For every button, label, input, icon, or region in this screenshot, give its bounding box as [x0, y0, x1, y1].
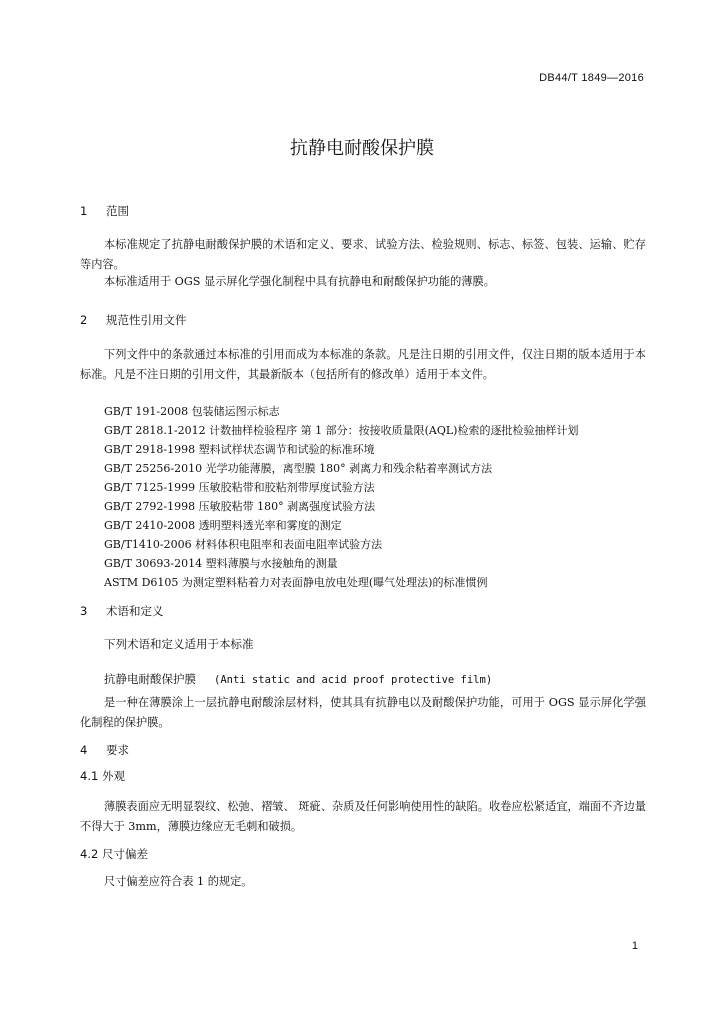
reference-item: GB/T 2792-1998 压敏胶粘带 180° 剥离强度试验方法	[104, 500, 376, 513]
section-number: 1	[80, 204, 88, 218]
reference-item: GB/T 2918-1998 塑料试样状态调节和试验的标准环境	[104, 443, 375, 456]
document-title: 抗静电耐酸保护膜	[290, 138, 434, 159]
term-english: (Anti static and acid proof protective film)	[214, 674, 493, 686]
document-id: DB44/T 1849—2016	[539, 72, 644, 84]
subsection-4-2-text: 尺寸偏差应符合表 1 的规定。	[104, 875, 253, 888]
reference-item: GB/T 2410-2008 透明塑料透光率和雾度的测定	[104, 519, 342, 532]
reference-item: ASTM D6105 为测定塑料粘着力对表面静电放电处理(曝气处理法)的标准惯例	[104, 576, 488, 589]
term-chinese: 抗静电耐酸保护膜	[104, 672, 196, 686]
section-title: 术语和定义	[106, 604, 164, 618]
section-3-intro: 下列术语和定义适用于本标准	[104, 637, 254, 651]
section-1-paragraph-1: 本标准规定了抗静电耐酸保护膜的术语和定义、要求、试验方法、检验规则、标志、标签、包装、运输、贮存等内容。	[80, 238, 646, 271]
section-2-intro: 下列文件中的条款通过本标准的引用而成为本标准的条款。凡是注日期的引用文件，仅注日期的版本适用于本标准。凡是不注日期的引用文件，其最新版本（包括所有的修改单）适用于本文件。	[80, 348, 646, 381]
term-definition: 是一种在薄膜涂上一层抗静电耐酸涂层材料，使其具有抗静电以及耐酸保护功能，可用于 OGS 显示屏化学强化制程的保护膜。	[80, 696, 646, 729]
section-2-heading	[80, 312, 187, 328]
reference-item: GB/T 25256-2010 光学功能薄膜，离型膜 180° 剥离力和残余粘着率测试方法	[104, 462, 493, 475]
section-1-paragraph-2: 本标准适用于 OGS 显示屏化学强化制程中具有抗静电和耐酸保护功能的薄膜。	[104, 275, 495, 288]
section-number: 3	[80, 604, 88, 618]
reference-item: GB/T 2818.1-2012 计数抽样检验程序 第 1 部分：按接收质量限(AQL)检索的逐批检验抽样计划	[104, 424, 579, 437]
subsection-4-2-heading: 4.2 尺寸偏差	[80, 847, 148, 861]
section-1-heading	[80, 203, 129, 219]
term-entry	[104, 668, 492, 687]
reference-item: GB/T 191-2008 包装储运图示标志	[104, 405, 280, 418]
section-title: 规范性引用文件	[106, 313, 187, 327]
section-number: 4	[80, 743, 88, 757]
reference-item: GB/T1410-2006 材料体积电阻率和表面电阻率试验方法	[104, 538, 383, 551]
subsection-4-1-heading: 4.1 外观	[80, 769, 125, 783]
reference-item: GB/T 30693-2014 塑料薄膜与水接触角的测量	[104, 557, 338, 570]
section-3-heading	[80, 603, 164, 619]
reference-item: GB/T 7125-1999 压敏胶粘带和胶粘剂带厚度试验方法	[104, 481, 375, 494]
subsection-4-1-text: 薄膜表面应无明显裂纹、松弛、褶皱、 斑疵、杂质及任何影响使用性的缺陷。收卷应松紧适宜，端面不齐边量不得大于 3mm，薄膜边缘应无毛刺和破损。	[80, 800, 646, 833]
page-number: 1	[631, 940, 638, 952]
section-title: 要求	[106, 743, 129, 757]
section-number: 2	[80, 313, 88, 327]
section-title: 范围	[106, 204, 129, 218]
section-4-heading	[80, 742, 129, 758]
